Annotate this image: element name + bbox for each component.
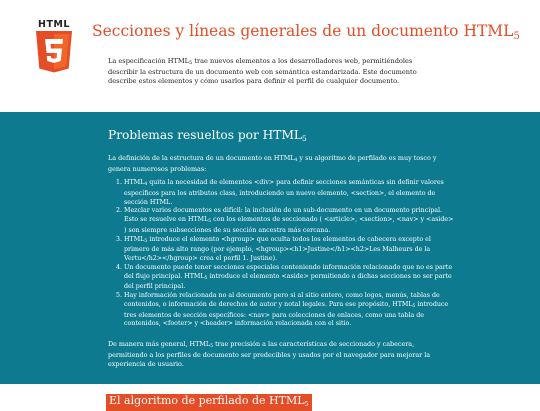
section-title: Problemas resueltos por $HTML_5$: [108, 128, 307, 143]
page-title: Secciones y líneas generales de un documento $HTML_5$: [92, 22, 520, 42]
next-section-title: El algoritmo de perfilado de $HTML_5$: [106, 394, 312, 411]
list-item: 1. $HTML_4$ quita la necesidad de elementos <div> para definir secciones semánticas sin definir valores específicos para los atributos class, introduciendo un nuevo elemento, <section>, el elemento de sección HTML.: [124, 179, 454, 207]
list-item: 3. $HTML_5$ introduce el elemento <hgroup> que oculta todos los elementos de cabecera excepto el primero de más alto rango (por ejemplo, <hgroup><h1>Justine</h1><h2>Les Malheurs de la Vertu</h2></hgroup> crea el perfil 1. Justine).: [124, 236, 454, 264]
html5-shield-icon: [36, 31, 72, 75]
problems-section: [0, 112, 540, 384]
problems-list: [108, 179, 454, 329]
section-outro: De manera más general, $HTML_5$ trae precisión a las características de seccionado y cabecera, permitiendo a los perfiles de documento ser predecibles y usados por el navegador para mejorar la experiencia de usuario.: [108, 340, 431, 368]
header: [0, 0, 540, 112]
list-item: 4. Un documento puede tener secciones especiales conteniendo información relacionado que no es parte del flujo principal. $HTML_5$ introduce el elemento <aside> permitiendo a dichas secciones no ser parte del perfil principal.: [124, 264, 454, 292]
logo-text: HTML: [38, 19, 70, 30]
next-section: [0, 384, 540, 408]
list-item: 2. Mezclar varios documentos es difícil: la inclusión de un sub-documento en un documento principal. Esto se resuelve en $HTML_5$ con los elementos de seccionado ( <article>, <section>, <nav> y <aside> ) son siempre subsecciones de su sección ancestra más cercana.: [124, 207, 454, 235]
list-item: 5. Hay información relacionada no al documento pero si al sitio entero, como logos, menús, tablas de contenidos, o información de derechos de autor y notal legales. Para ese propósito, $HTML_5$ introduce tres elementos de sección específicos: <nav> para colecciones de enlaces, como una tabla de contenidos, <footer> y <header> información relacionada con el sitio.: [124, 292, 454, 329]
section-intro: La definición de la estructura de un documento en $HTML_4$ y su algoritmo de perfilado es muy tosco y genera numerosos problemas:: [108, 154, 437, 173]
intro-paragraph: La especificación $HTML_5$ trae nuevos elementos a los desarrolladores web, permitiéndoles describir la estructura de un documento web con semántica estandarizada. Este documento describe estos elementos y cómo usarlos para definir el perfil de cualquier documento.: [108, 57, 417, 85]
